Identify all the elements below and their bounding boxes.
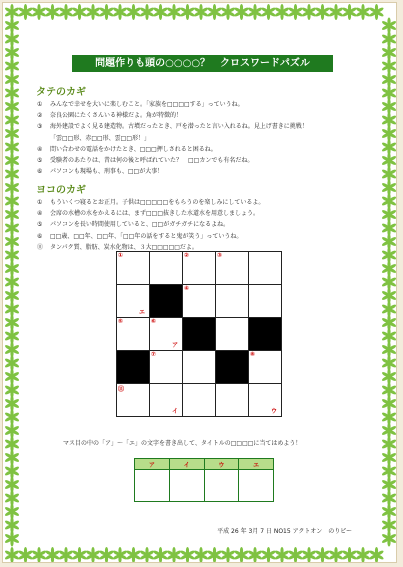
clue-number: ① [37,101,43,108]
leaf-icon [220,547,235,563]
clue-number: ③ [37,123,43,131]
leaf-icon [166,4,181,20]
answer-cell[interactable] [239,470,274,502]
clue-number: ② [37,112,43,120]
leaf-icon [355,4,370,20]
cell-number: ③ [217,252,223,259]
grid-cell[interactable] [149,350,183,384]
leaf-icon [207,547,222,563]
leaf-icon [355,547,370,563]
leaf-icon [207,4,222,20]
cell-number: ⑧ [250,351,256,358]
worksheet-page [2,2,397,563]
clue-text: 海外建設でよく見る建造物。古墳だったとき、戸を潜ったと言い入れるね。見上げ書きに挑戦！ [50,123,308,131]
clue-number: ⑤ [37,157,43,165]
tate-clue [37,144,308,155]
leaf-icon [315,4,330,20]
leaf-icon [4,547,19,563]
leaf-icon [274,547,289,563]
leaf-icon [85,4,100,20]
tate-clue [37,110,308,121]
clue-number: ⑪ [37,243,44,251]
leaf-icon [72,547,87,563]
cell-number: ② [184,252,190,259]
leaf-icon [18,547,33,563]
leaf-icon [72,4,87,20]
page-title: 問題作りも頭の○○○○？ クロスワードパズル [72,55,333,72]
clue-number: ⑥ [37,168,43,176]
leaf-icon [58,547,73,563]
clue-text: タンパク質、脂肪、炭水化物は、３大□□□□□だよ。 [50,243,198,251]
leaf-icon [342,4,357,20]
leaf-icon [99,4,114,20]
leaf-icon [234,4,249,20]
tate-heading: タテのカギ [36,87,86,98]
leaf-icon [112,4,127,20]
leaf-icon [180,4,195,20]
leaf-icon [45,4,60,20]
leaf-icon [58,4,73,20]
leaf-icon [342,547,357,563]
footer-credit: 平成 26 年 3月 7 日 NO15 アクトオン のりピー [217,528,352,535]
leaf-icon [4,531,19,547]
leaf-icon [45,547,60,563]
clue-number: ⑥ [37,232,43,240]
leaf-icon [369,547,384,563]
cell-marker: エ [138,309,145,316]
grid-cell[interactable] [215,251,249,285]
grid-cell[interactable] [182,383,216,417]
grid-cell[interactable] [116,383,150,417]
grid-cell[interactable] [215,383,249,417]
grid-cell[interactable] [149,251,183,285]
yoko-clue [37,208,264,219]
leaf-icon [193,547,208,563]
grid-cell[interactable] [215,317,249,351]
leaf-icon [153,547,168,563]
grid-cell[interactable] [248,284,282,318]
cell-number: ⑦ [151,351,157,358]
grid-cell-black [116,350,150,384]
clue-text: 「雲□□形、赤□□形、雲□□形！」 [50,134,151,142]
grid-cell[interactable] [248,251,282,285]
grid-cell[interactable] [248,350,282,384]
clue-text: 受験者のあたりは、昔は何の後と呼ばれていた？ □□カンでも有名だね。 [50,157,254,165]
grid-cell[interactable] [182,350,216,384]
clue-text: 問い合わせの電話をかけたとき、□□□押しされると困るね。 [50,145,217,153]
leaf-icon [234,547,249,563]
cell-marker: ウ [270,408,277,415]
cell-number: ④ [184,285,190,292]
cell-number: ⑪ [118,386,125,393]
grid-cell[interactable] [116,317,150,351]
leaf-icon [247,547,262,563]
grid-cell[interactable] [182,251,216,285]
grid-cell[interactable] [116,251,150,285]
answer-label: ウ [204,459,239,470]
yoko-clue [37,197,264,208]
yoko-heading: ヨコのカギ [36,185,86,196]
grid-cell[interactable] [116,284,150,318]
leaf-icon [369,4,384,20]
answer-label: イ [169,459,204,470]
clue-text: もういくつ寝るとお正月。子供は□□□□□をもらうのを楽しみにしているよ。 [50,199,265,206]
leaf-icon [139,547,154,563]
answer-cell[interactable] [135,470,170,502]
clue-number: ① [37,199,43,206]
grid-cell[interactable] [248,383,282,417]
clue-text: みんなで幸せを大いに楽しむこと。「家族を□□□□する」っていうね。 [50,101,244,108]
leaf-icon [261,4,276,20]
leaf-icon [301,4,316,20]
grid-cell[interactable] [149,317,183,351]
leaf-icon [328,547,343,563]
clue-text: 会席の水槽の水をかえるには、まず□□□抜きした水道水を用意しましょう。 [50,210,260,218]
yoko-clue-list [37,197,264,253]
leaf-icon [220,4,235,20]
clue-text: 奈良公園にたくさんいる神様だよ。角が特徴的！ [50,112,183,120]
leaf-icon [288,547,303,563]
leaf-icon [85,547,100,563]
cell-marker: イ [171,408,178,415]
clue-number: ④ [37,145,43,153]
grid-cell[interactable] [215,284,249,318]
grid-cell-black [215,350,249,384]
leaf-icon [274,4,289,20]
clue-number: ④ [37,210,43,218]
leaf-icon [99,547,114,563]
leaf-icon [193,4,208,20]
leaf-icon [301,547,316,563]
leaf-icon [139,4,154,20]
clue-number: ⑤ [37,221,43,229]
clue-text: パソコンも現場も、刑事も、□□が大事！ [50,168,164,176]
leaf-icon [153,4,168,20]
tate-clue [37,99,308,110]
cell-number: ① [118,252,124,259]
leaf-icon [180,547,195,563]
clue-text: パソコンを長い時間使用していると、□□がガチガチになるよね。 [50,221,230,229]
instruction-text: マス目の中の「ア」～「エ」の文字を書き出して、タイトルの□□□□に当てはめよう！ [63,440,302,447]
clue-text: □□歳、□□年、□□年、「□□年の話をすると鬼が笑う」っていうね。 [50,232,243,240]
leaf-icon [328,4,343,20]
tate-clue [37,133,308,144]
grid-cell[interactable] [149,383,183,417]
answer-box [134,458,274,502]
grid-cell-black [248,317,282,351]
answer-label: ア [135,459,170,470]
tate-clue [37,121,308,132]
tate-clue [37,166,308,177]
leaf-icon [288,4,303,20]
tate-clue-list [37,99,308,177]
answer-label: エ [239,459,274,470]
grid-cell[interactable] [182,284,216,318]
leaf-icon [166,547,181,563]
leaf-icon [18,4,33,20]
leaf-icon [126,4,141,20]
leaf-icon [31,547,46,563]
yoko-clue [37,231,264,242]
leaf-icon [261,547,276,563]
grid-cell-black [149,284,183,318]
answer-cell[interactable] [169,470,204,502]
cell-marker: ア [171,342,178,349]
leaf-icon [112,547,127,563]
leaf-icon [381,531,396,547]
yoko-clue [37,219,264,230]
grid-cell-black [182,317,216,351]
answer-cell[interactable] [204,470,239,502]
leaf-icon [31,4,46,20]
leaf-icon [126,547,141,563]
tate-clue [37,155,308,166]
leaf-icon [315,547,330,563]
leaf-icon [247,4,262,20]
cell-number: ⑤ [118,318,124,325]
cell-number: ⑥ [151,318,157,325]
